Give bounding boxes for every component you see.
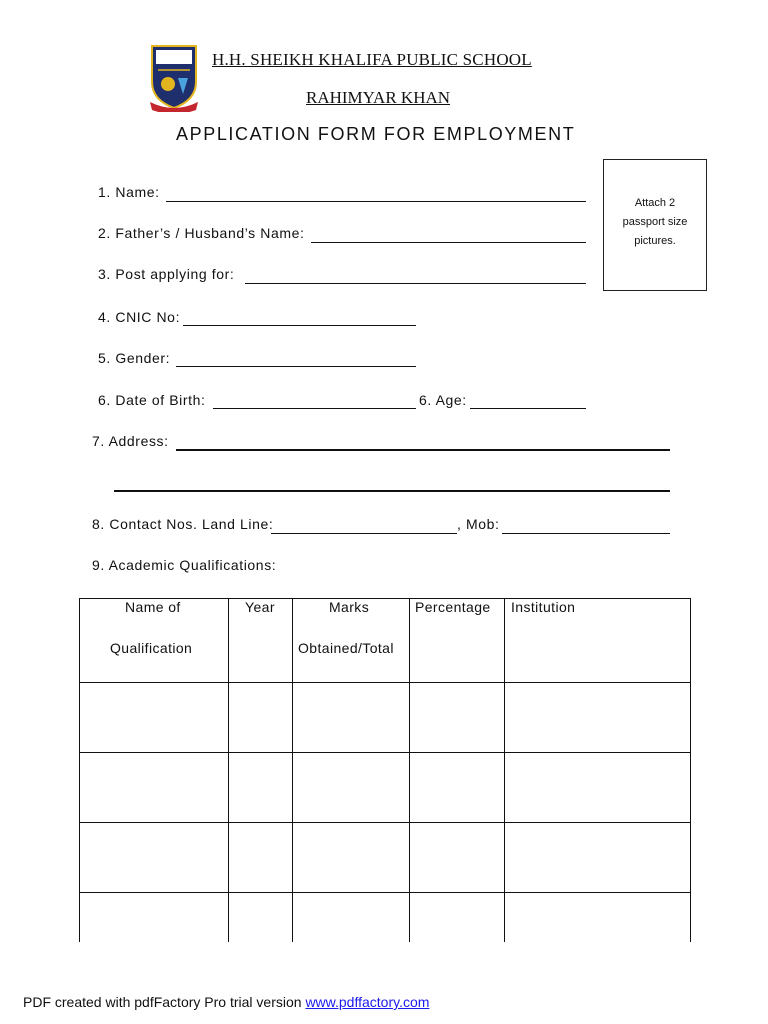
footer-note (23, 994, 429, 1010)
school-name: H.H. SHEIKH KHALIFA PUBLIC SCHOOL (212, 50, 532, 69)
header-institution: Institution (511, 599, 576, 615)
row-divider-4 (79, 892, 691, 893)
photo-instruction-line2: passport size (622, 216, 688, 228)
table-cell-r1-marks[interactable] (293, 683, 409, 752)
col-divider-1 (228, 598, 229, 942)
dob-label: 6. Date of Birth: (98, 392, 206, 408)
header-marks-line2: Obtained/Total (298, 640, 394, 656)
row-divider-2 (79, 752, 691, 753)
landline-label: 8. Contact Nos. Land Line: (92, 516, 274, 532)
footer-text: PDF created with pdfFactory Pro trial version (23, 994, 306, 1010)
col-divider-3 (409, 598, 410, 942)
gender-label: 5. Gender: (98, 350, 171, 366)
mobile-label: , Mob: (457, 516, 500, 532)
landline-field[interactable] (271, 533, 457, 534)
table-cell-r1-year[interactable] (229, 683, 292, 752)
photo-instruction-line3: pictures. (634, 235, 676, 247)
qualifications-table (79, 598, 691, 942)
age-field[interactable] (470, 408, 586, 409)
table-cell-r1-institution[interactable] (505, 683, 690, 752)
address-field-line2[interactable] (114, 490, 670, 492)
photo-instruction-line1: Attach 2 (634, 197, 676, 209)
col-divider-2 (292, 598, 293, 942)
photo-box (603, 159, 707, 291)
table-cell-r1-percentage[interactable] (410, 683, 504, 752)
table-border-right (690, 598, 691, 942)
table-border-left (79, 598, 80, 942)
age-label: 6. Age: (419, 392, 467, 408)
dob-field[interactable] (213, 408, 416, 409)
col-divider-4 (504, 598, 505, 942)
academic-qualifications-label: 9. Academic Qualifications: (92, 557, 277, 573)
row-divider-3 (79, 822, 691, 823)
school-logo (148, 44, 200, 112)
gender-field[interactable] (176, 366, 416, 367)
header-percentage: Percentage (415, 599, 491, 615)
table-cell-r1-qualification[interactable] (80, 683, 228, 752)
name-label: 1. Name: (98, 184, 160, 200)
address-label: 7. Address: (92, 433, 169, 449)
name-field[interactable] (166, 201, 586, 202)
cnic-field[interactable] (183, 325, 416, 326)
header-year: Year (245, 599, 275, 615)
header-qualification-line2: Qualification (110, 640, 193, 656)
form-title: APPLICATION FORM FOR EMPLOYMENT (176, 124, 576, 144)
post-field[interactable] (245, 283, 586, 284)
post-label: 3. Post applying for: (98, 266, 235, 282)
header-qualification-line1: Name of (125, 599, 181, 615)
father-name-label: 2. Father’s / Husband’s Name: (98, 225, 305, 241)
address-field-line1[interactable] (176, 449, 670, 451)
cnic-label: 4. CNIC No: (98, 309, 181, 325)
footer-link[interactable]: www.pdffactory.com (305, 994, 430, 1010)
mobile-field[interactable] (502, 533, 670, 534)
header-marks-line1: Marks (329, 599, 370, 615)
city-name: RAHIMYAR KHAN (306, 88, 451, 107)
father-name-field[interactable] (311, 242, 586, 243)
